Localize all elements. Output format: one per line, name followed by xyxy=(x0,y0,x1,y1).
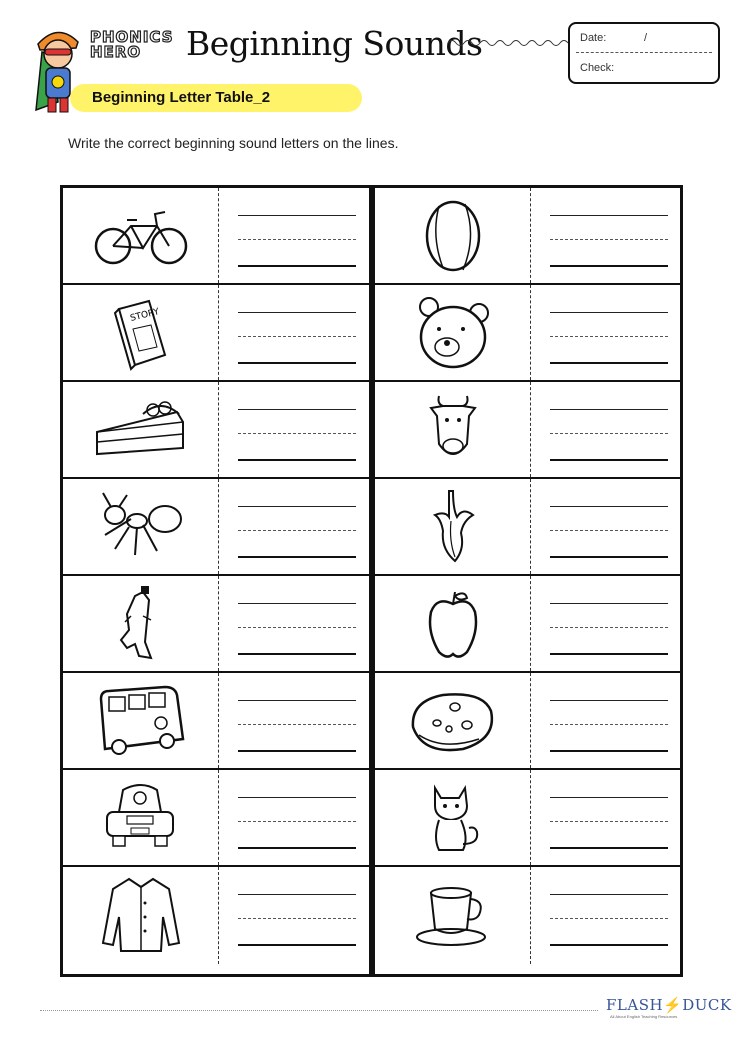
writing-lines[interactable] xyxy=(550,501,668,559)
table-row xyxy=(375,479,680,576)
check-label: Check: xyxy=(580,62,615,74)
date-separator: / xyxy=(644,32,648,44)
footer-divider xyxy=(40,1010,598,1011)
date-label: Date: xyxy=(580,32,607,44)
cow-icon xyxy=(403,392,503,468)
writing-lines[interactable] xyxy=(238,889,356,947)
left-column xyxy=(63,188,372,974)
right-column xyxy=(375,188,680,974)
table-row xyxy=(375,285,680,382)
writing-lines[interactable] xyxy=(238,598,356,656)
logo-left: FLASH xyxy=(606,996,664,1014)
cat-icon xyxy=(403,780,503,856)
writing-lines[interactable] xyxy=(238,501,356,559)
wavy-line-decoration xyxy=(448,36,570,50)
ball-icon xyxy=(403,198,503,274)
table-row xyxy=(375,576,680,673)
writing-lines[interactable] xyxy=(238,792,356,850)
table-row xyxy=(375,770,680,867)
subtitle-banner xyxy=(70,84,362,112)
table-row xyxy=(63,188,372,285)
brand-line1: PHONICS xyxy=(90,28,174,46)
table-row xyxy=(63,770,372,867)
writing-lines[interactable] xyxy=(550,307,668,365)
table-row xyxy=(375,867,680,964)
page-title: Beginning Sounds xyxy=(186,24,483,63)
pie-icon xyxy=(91,392,191,468)
ant-icon xyxy=(91,489,191,565)
table-row xyxy=(63,867,372,964)
lightning-icon: ⚡ xyxy=(663,996,683,1014)
datebox-divider xyxy=(576,52,712,53)
phonics-hero-logo xyxy=(90,30,180,70)
writing-lines[interactable] xyxy=(238,210,356,268)
writing-lines[interactable] xyxy=(550,404,668,462)
table-row xyxy=(63,576,372,673)
writing-lines[interactable] xyxy=(550,695,668,753)
bicycle-icon xyxy=(91,198,191,274)
writing-lines[interactable] xyxy=(550,792,668,850)
writing-lines[interactable] xyxy=(550,889,668,947)
table-row xyxy=(63,479,372,576)
car-icon xyxy=(91,780,191,856)
instructions: Write the correct beginning sound letters on the lines. xyxy=(68,135,399,151)
writing-lines[interactable] xyxy=(550,598,668,656)
cup-icon xyxy=(403,877,503,953)
table-row xyxy=(375,188,680,285)
table-row xyxy=(63,673,372,770)
cookie-icon xyxy=(403,683,503,759)
subtitle: Beginning Letter Table_2 xyxy=(92,89,271,106)
brand-line2: HERO xyxy=(90,43,142,61)
banana-icon xyxy=(403,489,503,565)
logo-right: DUCK xyxy=(682,996,732,1014)
bear-icon xyxy=(403,295,503,371)
table-row xyxy=(375,382,680,479)
table-row xyxy=(375,673,680,770)
writing-lines[interactable] xyxy=(550,210,668,268)
date-check-box xyxy=(568,22,720,84)
writing-lines[interactable] xyxy=(238,307,356,365)
flashduck-logo xyxy=(606,996,732,1019)
apple-icon xyxy=(403,586,503,662)
table-row xyxy=(63,285,372,382)
coat-icon xyxy=(91,877,191,953)
table-row xyxy=(63,382,372,479)
bus-icon xyxy=(91,683,191,759)
writing-lines[interactable] xyxy=(238,695,356,753)
svg-text:STORY: STORY xyxy=(129,307,161,324)
logo-tagline: All About English Teaching Resources xyxy=(610,1014,678,1019)
alligator-icon xyxy=(91,586,191,662)
book-icon xyxy=(91,295,191,371)
writing-lines[interactable] xyxy=(238,404,356,462)
worksheet-table xyxy=(60,185,683,977)
